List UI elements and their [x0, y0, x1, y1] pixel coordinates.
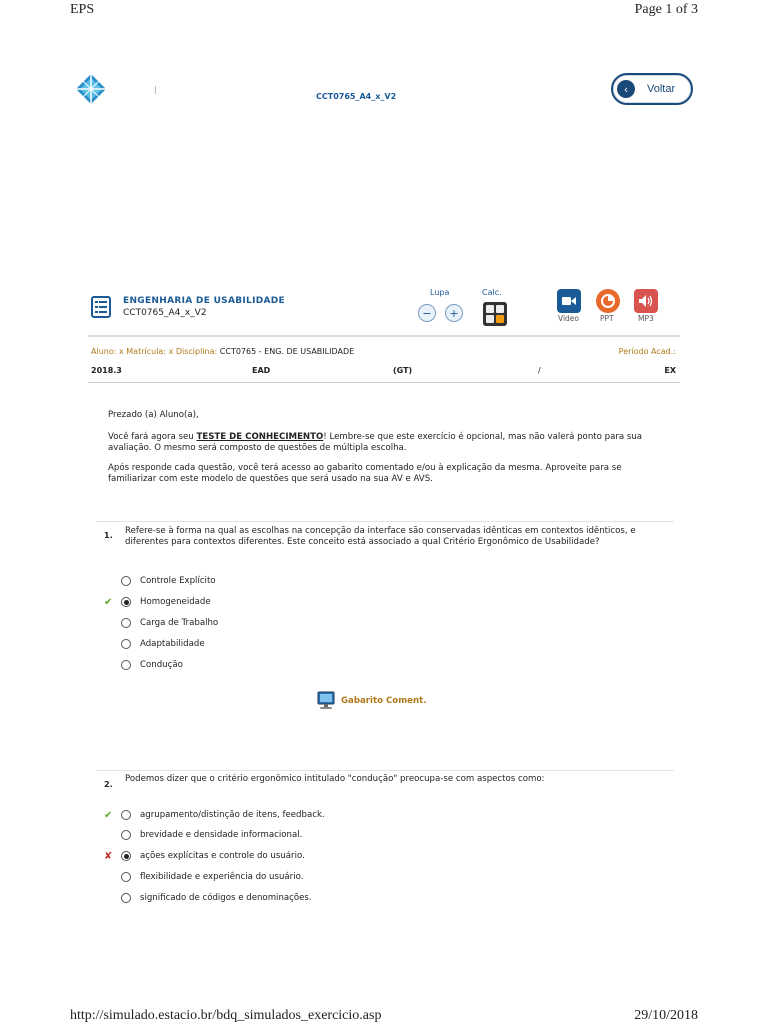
intro-paragraph-2: Após responde cada questão, você terá acesso ao gabarito comentado e/ou à explicação da mesma. Aproveite para se familiarizar com este modelo de questões que será usado na sua AV e AVS. [108, 463, 622, 484]
disciplina-value: CCT0765 - ENG. DE USABILIDADE [219, 347, 355, 356]
radio-button[interactable] [121, 893, 131, 903]
ppt-button[interactable] [596, 289, 620, 313]
question-2-divider [96, 770, 674, 771]
radio-button-selected[interactable] [121, 851, 131, 861]
header-divider-line [88, 335, 680, 337]
option-label: flexibilidade e experiência do usuário. [140, 872, 304, 882]
video-icon [562, 296, 576, 306]
matricula-value: x [168, 347, 174, 356]
radio-button[interactable] [121, 660, 131, 670]
intro-paragraph-1 [108, 432, 668, 454]
ppt-label: PPT [600, 314, 614, 323]
radio-button[interactable] [121, 872, 131, 882]
q2-option-5[interactable] [121, 891, 312, 905]
radio-button[interactable] [121, 830, 131, 840]
question-2-text: Podemos dizer que o critério ergonômico intitulado "condução" preocupa-se com aspectos como: [125, 774, 545, 784]
print-footer-url: http://simulado.estacio.br/bdq_simulados_exercicio.asp [70, 1008, 382, 1023]
q2-option-4[interactable] [121, 870, 303, 884]
back-button[interactable] [611, 73, 693, 105]
question-2-number: 2. [104, 780, 113, 789]
gabarito-comentado-link[interactable]: Gabarito Coment. [341, 696, 427, 706]
zoom-in-icon[interactable]: + [445, 304, 463, 322]
video-button[interactable] [557, 289, 581, 313]
top-simulado-code: CCT0765_A4_x_V2 [316, 92, 397, 101]
calc-label: Calc. [482, 288, 502, 297]
zoom-out-icon[interactable]: − [418, 304, 436, 322]
computer-monitor-icon[interactable] [316, 690, 336, 710]
video-label: Video [558, 314, 580, 323]
option-label: Carga de Trabalho [140, 618, 219, 628]
correct-check-icon: ✔ [104, 810, 113, 821]
periodo-value: 2018.3 [91, 366, 122, 375]
print-header-title: EPS [70, 2, 95, 17]
q2-option-2[interactable] [121, 828, 302, 842]
back-button-label: Voltar [647, 83, 676, 95]
intro-text: Você fará agora seu [108, 432, 197, 442]
question-1-text: Refere-se à forma na qual as escolhas na concepção da interface são conservadas idênticas em contextos idênticos, e diferentes para contextos diferentes. Este conceito está associado a qual Critério Ergonômico de Usabilidade? [125, 526, 636, 547]
aluno-label: Aluno: [91, 347, 117, 356]
question-1-number: 1. [104, 531, 113, 540]
lupa-label: Lupa [430, 288, 450, 297]
radio-button[interactable] [121, 576, 131, 586]
wrong-x-icon: ✘ [104, 851, 113, 862]
chevron-left-icon: ‹ [617, 80, 635, 98]
option-label: significado de códigos e denominações. [140, 893, 312, 903]
modalidade-value: EAD [252, 366, 271, 375]
q1-option-2[interactable] [121, 595, 211, 609]
q1-option-3[interactable] [121, 616, 218, 630]
option-label: ações explícitas e controle do usuário. [140, 851, 305, 861]
tipo-value: EX [664, 366, 676, 375]
option-label: agrupamento/distinção de itens, feedback. [140, 810, 325, 820]
print-page-number: Page 1 of 3 [634, 2, 698, 17]
q2-option-3[interactable] [121, 849, 305, 863]
periodo-label: Período Acad.: [618, 347, 676, 356]
intro-emphasis: TESTE DE CONHECIMENTO [196, 432, 324, 442]
aluno-value: x [118, 347, 124, 356]
audio-icon [639, 295, 653, 307]
intro-greeting: Prezado (a) Aluno(a), [108, 410, 199, 420]
mp3-button[interactable] [634, 289, 658, 313]
intro-text: ! Lembre-se que este exercício é opcional, mas não valerá ponto para sua avaliação. O mesmo será composto de questões de múltipla escolha. [108, 432, 643, 453]
option-label: Homogeneidade [140, 597, 211, 607]
radio-button-selected[interactable] [121, 597, 131, 607]
radio-button[interactable] [121, 618, 131, 628]
document-list-icon [91, 296, 111, 318]
print-footer-date: 29/10/2018 [634, 1008, 698, 1023]
separator-slash: / [538, 366, 541, 375]
question-1-divider [96, 521, 674, 522]
option-label: Controle Explícito [140, 576, 216, 586]
option-label: Condução [140, 660, 183, 670]
option-label: brevidade e densidade informacional. [140, 830, 303, 840]
calculator-icon[interactable] [483, 302, 507, 326]
option-label: Adaptabilidade [140, 639, 205, 649]
q1-option-5[interactable] [121, 658, 183, 672]
radio-button[interactable] [121, 639, 131, 649]
mp3-label: MP3 [638, 314, 654, 323]
matricula-label: Matrícula: [126, 347, 167, 356]
q1-option-1[interactable] [121, 574, 216, 588]
ppt-icon [601, 294, 615, 308]
course-title: ENGENHARIA DE USABILIDADE [123, 296, 285, 306]
q1-option-4[interactable] [121, 637, 205, 651]
disciplina-label: Disciplina: [175, 347, 218, 356]
radio-button[interactable] [121, 810, 131, 820]
turma-value: (GT) [393, 366, 413, 375]
info-divider-line [88, 382, 680, 383]
course-code: CCT0765_A4_x_V2 [123, 308, 207, 318]
header-divider [155, 86, 156, 94]
correct-check-icon: ✔ [104, 597, 113, 608]
student-info-row [91, 347, 354, 356]
q2-option-1[interactable] [121, 808, 325, 822]
estacio-logo-icon [76, 74, 106, 104]
